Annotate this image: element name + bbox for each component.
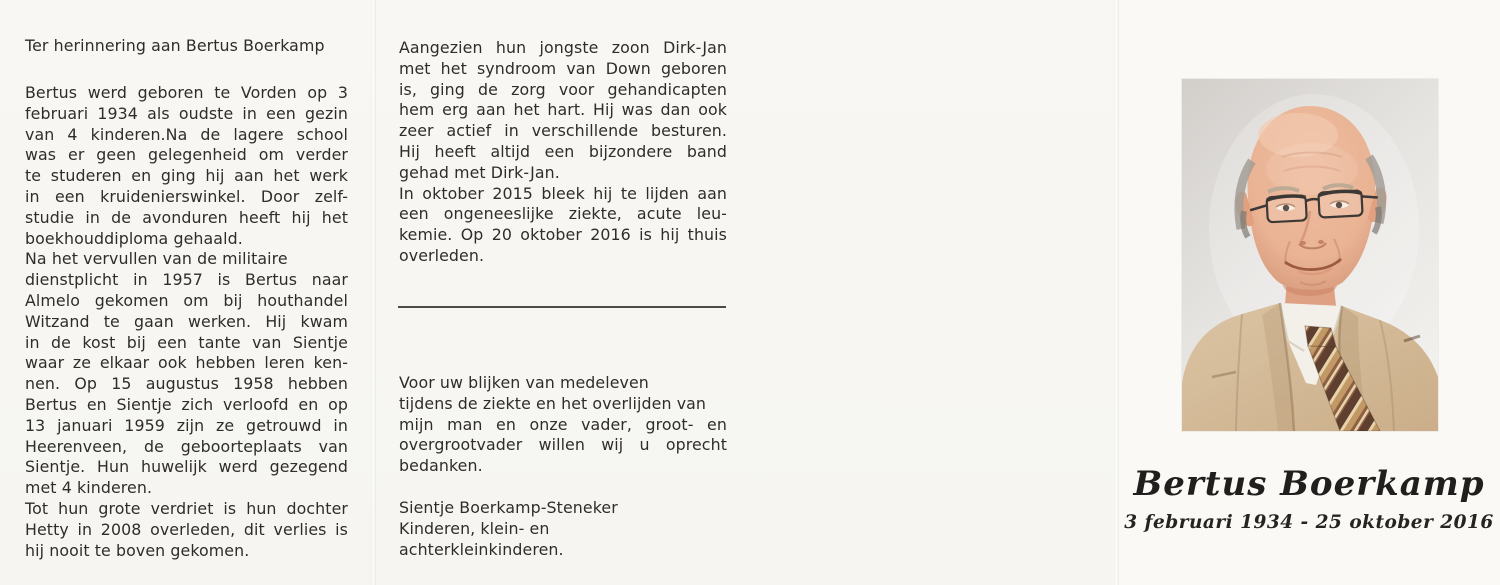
text-line: achterkleinkinderen. — [399, 539, 564, 559]
biography-text — [25, 83, 348, 561]
portrait-illustration — [1182, 79, 1438, 431]
text-line: te studeren en ging hij aan het werk — [25, 166, 348, 186]
text-line: bedanken. — [399, 456, 483, 476]
text-line: Kinderen, klein- en — [399, 518, 550, 538]
text-line: februari 1934 als oudste in een gezin — [25, 103, 348, 123]
text-line: Sientje. Hun huwelijk werd gezegend — [25, 457, 348, 477]
text-line: in een kruidenierswinkel. Door zelf- — [25, 186, 348, 206]
text-line: Voor uw blijken van medeleven — [399, 373, 649, 392]
text-line: In oktober 2015 bleek hij te lijden aan — [399, 183, 727, 203]
text-line: waar ze elkaar ook hebben leren ken- — [25, 353, 348, 373]
text-line: van 4 kinderen.Na de lagere school — [25, 124, 348, 144]
divider-line — [398, 306, 726, 308]
text-line: in de kost bij een tante van Sientje — [25, 332, 348, 352]
text-line: overgrootvader willen wij u oprecht — [399, 435, 727, 455]
text-line: mijn man en onze vader, groot- en — [399, 414, 727, 434]
memorial-name: Bertus Boerkamp — [1133, 464, 1485, 504]
text-line: is, ging de zorg voor gehandicapten — [399, 79, 727, 99]
text-line: tijdens de ziekte en het overlijden van — [399, 393, 707, 413]
memorial-dates: 3 februari 1934 - 25 oktober 2016 — [1124, 512, 1494, 533]
signature-text — [399, 498, 727, 560]
text-line: studie in de avonduren heeft hij het — [25, 207, 348, 227]
text-line: was er geen gelegenheid om verder — [25, 145, 348, 165]
thanks-text — [399, 373, 727, 477]
text-line: Bertus en Sientje zich verloofd en op — [25, 394, 348, 414]
text-line: Almelo gekomen om bij houthandel — [25, 290, 348, 310]
fold-crease-left — [371, 0, 376, 585]
text-line: hij nooit te boven gekomen. — [25, 540, 250, 560]
text-line: met 4 kinderen. — [25, 478, 153, 498]
text-line: Hij heeft altijd een bijzondere band — [399, 141, 727, 161]
text-line: een ongeneeslijke ziekte, acute leu- — [399, 204, 727, 224]
text-line: nen. Op 15 augustus 1958 hebben — [25, 374, 348, 394]
illness-text — [399, 38, 727, 267]
text-line: Na het vervullen van de militaire — [25, 249, 288, 269]
text-line: Tot hun grote verdriet is hun dochter — [25, 498, 348, 518]
text-line: Hetty in 2008 overleden, dit verlies is — [25, 519, 348, 539]
text-line: Aangezien hun jongste zoon Dirk-Jan — [399, 38, 727, 57]
text-line: Heerenveen, de geboorteplaats van — [25, 436, 348, 456]
text-line: Witzand te gaan werken. Hij kwam — [25, 311, 348, 331]
text-line: 13 januari 1959 zijn ze getrouwd in — [25, 415, 348, 435]
portrait-photo — [1182, 79, 1438, 431]
text-line: kemie. Op 20 oktober 2016 is hij thuis — [399, 225, 727, 245]
text-line: hem erg aan het hart. Hij was dan ook — [399, 100, 727, 120]
text-line: zeer actief in verschillende besturen. — [399, 121, 727, 141]
text-line: overleden. — [399, 245, 485, 265]
text-line: met het syndroom van Down geboren — [399, 58, 727, 78]
text-line: boekhouddiploma gehaald. — [25, 228, 243, 248]
card-title: Ter herinnering aan Bertus Boerkamp — [25, 36, 325, 55]
text-line: gehad met Dirk-Jan. — [399, 162, 560, 182]
text-line: Sientje Boerkamp-Steneker — [399, 498, 618, 517]
text-line: Bertus werd geboren te Vorden op 3 — [25, 83, 348, 102]
text-line: dienstplicht in 1957 is Bertus naar — [25, 270, 348, 290]
